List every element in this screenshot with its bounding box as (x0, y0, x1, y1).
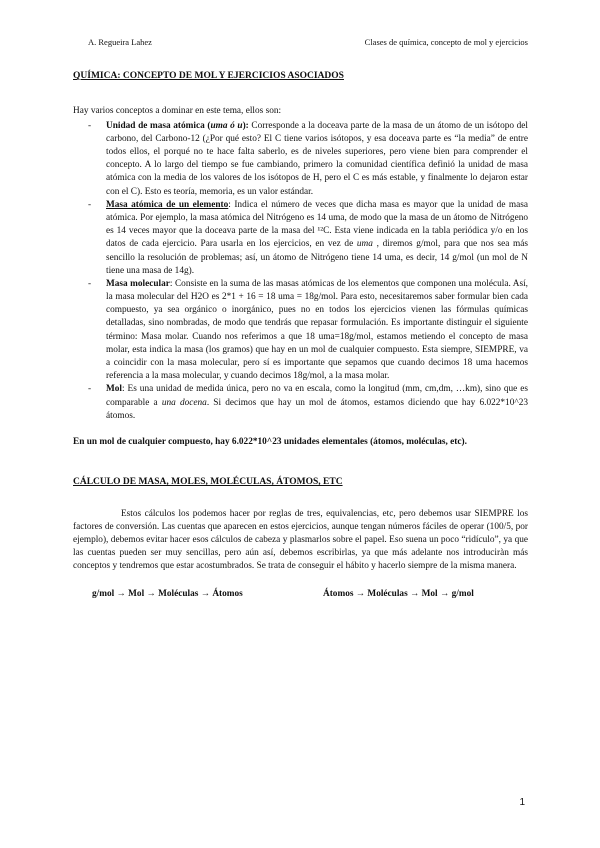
concept-term-mol: Mol (106, 384, 123, 395)
flow-forward: g/mol → Mol → Moléculas → Átomos (92, 588, 243, 599)
page-header (88, 37, 528, 49)
page-number: 1 (519, 797, 525, 808)
header-course: Clases de química, concepto de mol y ejercicios (364, 37, 528, 47)
concept-item-atomic-mass (106, 199, 528, 278)
flow-backward: Átomos → Moléculas → Mol → g/mol (323, 588, 474, 599)
concept-text-molecular-mass: : Consiste en la suma de las masas atómicas de los elementos que componen una molécula. Así, la masa molecular del H2O es 2*1 + 16 = 18 uma = 18g/mol. Para esto, necesitaremos saber formular bien cada compuesto, ya sea orgánico o inorgánico, pues no en todos los ejercicios vienen las fórmulas químicas detalladas, sino nombradas, de modo que tendrás que repasar formulación. Es importante distinguir el siguiente término: Masa molar. Cuando nos referimos a que 18 uma=18g/mol, estamos metiendo el concepto de masa molar, esta indica la masa (los gramos) que hay en un mol de cualquier compuesto. Esta siempre, SIEMPRE, va a coincidir con la masa molecular, pero sí es importante que sepamos que cuando decimos 18 uma hacemos referencia a la masa molecular, y cuando decimos 18g/mol, a la masa molar. (106, 278, 528, 382)
calculations-paragraph: Estos cálculos los podemos hacer por reglas de tres, equivalencias, etc, pero debemos usar SIEMPRE los factores de conversión. Las cuentas que aparecen en estos ejercicios, aunque tengan números fáciles de operar (100/5, por ejemplo), debemos evitar hacer esos cálculos de cabeza y plasmarlos sobre el papel. Eso suena un poco “ridículo”, ya que las cuentas pueden ser muy sencillas, pero aún así, debemos escribirlas, ya que más adelante nos introduciràn más conceptos y tendremos que estar acostumbrados. Se trata de conseguir el hábito y hacerlo siempre de la misma manera. (73, 508, 528, 572)
concept-text-atomic-mass-a: : Indica el número de veces que dicha masa es mayor que la unidad de masa atómica. Por ejemplo, la masa atómica del Nitrógeno es 14 uma, de modo que la masa de un átomo de Nitrógeno es 14 veces mayor que la doceava parte de la masa del ¹²C. Esta viene indicada en la tabla periódica y/o en los datos de cada ejercicio. Para usarla en los ejercicios, en vez de (106, 199, 529, 250)
concept-term-uma: Unidad de masa atómica (106, 120, 205, 131)
concept-list (73, 120, 528, 423)
concept-term-open: ( (204, 120, 211, 131)
header-author: A. Regueira Lahez (88, 37, 152, 47)
concept-italic-docena: una docena (161, 397, 207, 408)
conversion-flows (73, 588, 528, 602)
concept-text-atomic-mass-b: , diremos g/mol, para que nos sea más sencillo la resolución de problemas; así, un átomo de Nitrógeno tiene 14 uma, es decir, 14 g/mol (un mol de N tiene una masa de 14g). (106, 239, 529, 276)
concept-text-mol-a: : Es una unidad de medida única, pero no va en escala, como la longitud (mm, cm,dm, …km), sino que es comparable a (106, 384, 528, 408)
concept-text-uma: Corresponde a la doceava parte de la masa de un átomo de un isótopo del carbono, del Carbono-12 (¿Por qué esto? El C tiene varios isótopos, y esa doceava parte es “la media” de entre todos ellos, el porqué no te hace falta saberlo, es de niveles superiores, pero viene bien para comprender el concepto. A lo largo del tiempo se fue cambiando, primero la comunidad científica definió la unidad de masa atómica con la media de los valores de los isótopos de H, pero el C es más estable, y finalmente lo dejaron estar con el C). Esto es teoría, memoria, es un valor estándar. (106, 120, 528, 197)
concept-term-atomic-mass: Masa atómica de un elemento (106, 199, 229, 210)
intro-text: Hay varios conceptos a dominar en este tema, ellos son: (73, 106, 282, 117)
summary-statement: En un mol de cualquier compuesto, hay 6.022*10^23 unidades elementales (átomos, moléculas, etc). (73, 436, 467, 447)
document-body (73, 70, 528, 602)
concept-text-mol-b: . Si decimos que hay un mol de átomos, estamos diciendo que hay 6.022*10^23 átomos. (106, 397, 529, 421)
concept-item-uma (106, 120, 528, 199)
concept-term-close: ): (242, 120, 249, 131)
concept-item-molecular-mass (106, 278, 528, 384)
document-title: QUÍMICA: CONCEPTO DE MOL Y EJERCICIOS ASOCIADOS (73, 71, 344, 81)
concept-term-alias: uma ó u (210, 120, 243, 131)
concept-term-molecular-mass: Masa molecular (106, 278, 170, 289)
concept-italic-uma: uma (356, 239, 373, 250)
section-title-calculations: CÁLCULO DE MASA, MOLES, MOLÉCULAS, ÁTOMOS, ETC (73, 477, 343, 488)
concept-item-mol (106, 383, 528, 423)
